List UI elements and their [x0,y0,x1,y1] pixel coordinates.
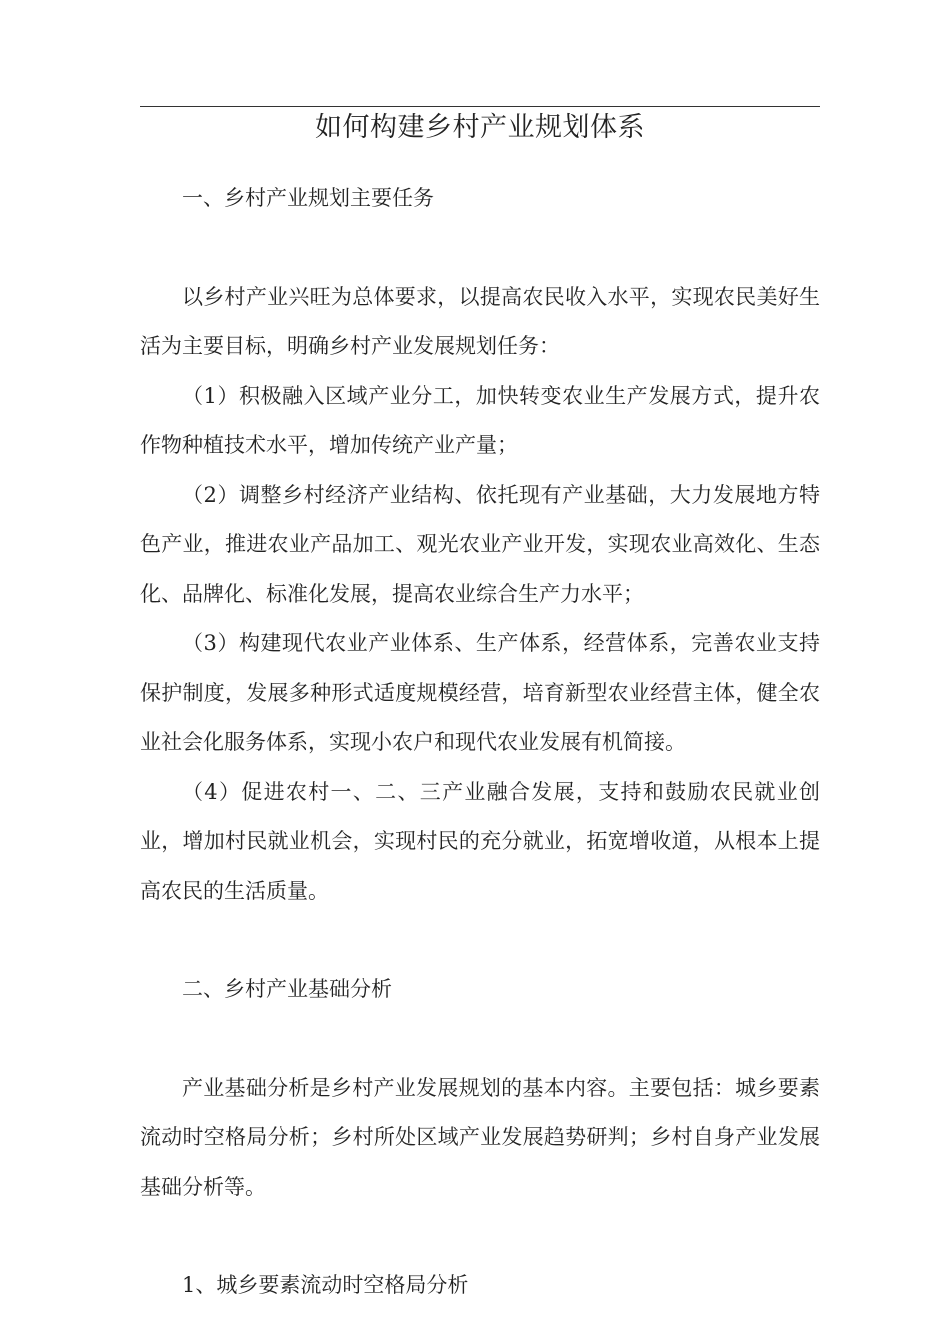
header-rule [140,106,820,107]
paragraph-basis-analysis: 产业基础分析是乡村产业发展规划的基本内容。主要包括：城乡要素流动时空格局分析；乡村所处区域产业发展趋势研判；乡村自身产业发展基础分析等。 [140,1075,820,1199]
paragraph-intro: 以乡村产业兴旺为总体要求，以提高农民收入水平，实现农民美好生活为主要目标，明确乡村产业发展规划任务： [140,284,820,358]
paragraph-task-1: （1）积极融入区域产业分工，加快转变农业生产发展方式，提升农作物种植技术水平，增加传统产业产量； [140,383,820,457]
section-heading-2: 二、乡村产业基础分析 [182,977,392,1001]
document-body [140,174,820,1311]
paragraph-task-3: （3）构建现代农业产业体系、生产体系，经营体系，完善农业支持保护制度，发展多种形式适度规模经营，培育新型农业经营主体，健全农业社会化服务体系，实现小农户和现代农业发展有机简接。 [140,631,820,754]
document-title: 如何构建乡村产业规划体系 [315,112,645,143]
subsection-heading-1: 1、城乡要素流动时空格局分析 [182,1273,469,1297]
paragraph-task-4: （4）促进农村一、二、三产业融合发展，支持和鼓励农民就业创业，增加村民就业机会，实现村民的充分就业，拓宽增收道，从根本上提高农民的生活质量。 [140,779,820,903]
section-heading-1: 一、乡村产业规划主要任务 [182,186,434,210]
paragraph-task-2: （2）调整乡村经济产业结构、依托现有产业基础，大力发展地方特色产业，推进农业产品加工、观光农业产业开发，实现农业高效化、生态化、品牌化、标准化发展，提高农业综合生产力水平； [140,482,820,606]
